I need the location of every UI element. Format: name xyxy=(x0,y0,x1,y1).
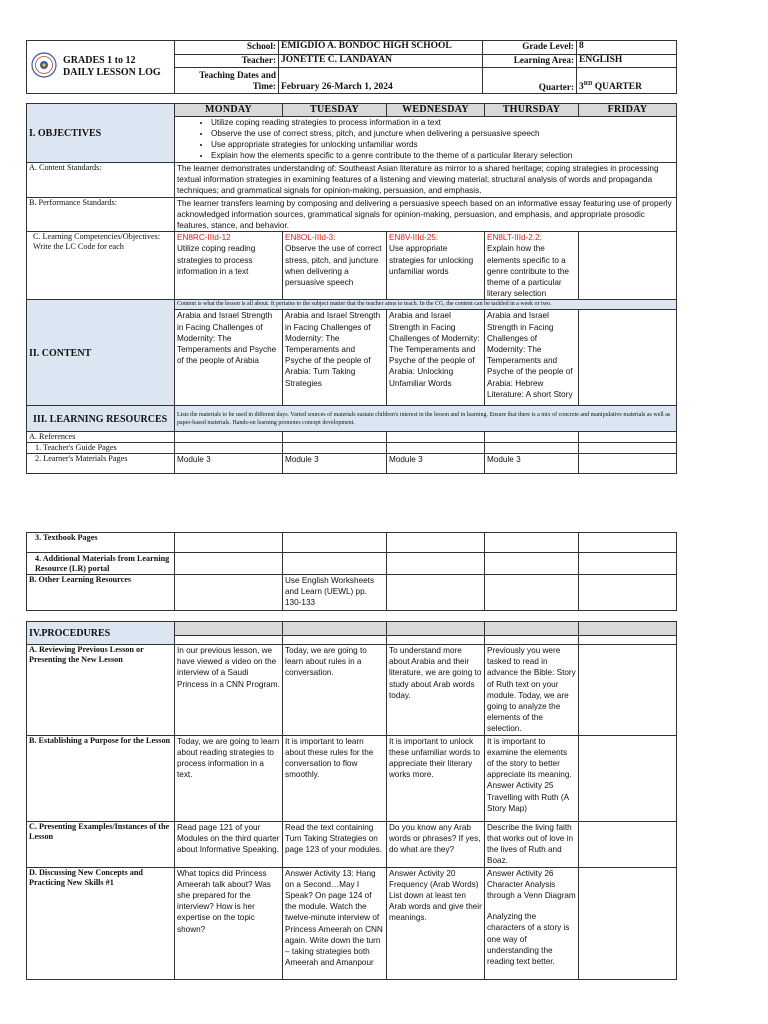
content-wednesday: Arabia and Israel Strength in Facing Challenges of Modernity: The Temperaments and Psyche of the people of Arabia: Unlocking Unfamiliar Words xyxy=(387,310,485,406)
lm-pages-label: 2. Learner's Materials Pages xyxy=(27,454,175,474)
empty-cell xyxy=(387,533,485,553)
header-blank xyxy=(485,622,579,636)
empty-cell xyxy=(579,575,677,611)
objective-item: • Utilize coping reading strategies to process information in a text xyxy=(211,117,674,128)
empty-cell xyxy=(579,645,677,736)
empty-cell xyxy=(175,443,283,454)
lc-code: EN8OL-IIId-3: xyxy=(285,233,336,243)
header-blank xyxy=(283,622,387,636)
empty-cell xyxy=(485,553,579,575)
empty-cell xyxy=(485,533,579,553)
objectives-list xyxy=(177,117,674,161)
procedure-a-tuesday: Today, we are going to learn about rules in a conversation. xyxy=(283,645,387,736)
procedure-a-wednesday: To understand more about Arabia and their literature, we are going to study about Arab words today. xyxy=(387,645,485,736)
empty-cell xyxy=(579,821,677,867)
day-thursday: THURSDAY xyxy=(485,104,579,117)
competency-monday xyxy=(175,232,283,300)
procedures-table xyxy=(26,621,677,980)
teacher-value: JONETTE C. LANDAYAN xyxy=(279,55,483,68)
procedures-label: IV.PROCEDURES xyxy=(29,627,111,639)
header-blank xyxy=(387,622,485,636)
resources-note: Lists the materials to be used in different days. Varied sources of materials sustain children's interest in the lesson and in learning. Ensure that there is a mix of concrete and manipulative materials as well as paper-based materials. Hands-on learning promotes concept development. xyxy=(175,406,677,432)
empty-cell xyxy=(579,735,677,821)
empty-cell xyxy=(283,533,387,553)
procedure-d-wednesday: Answer Activity 20 Frequency (Arab Words) List down at least ten Arab words and give their meanings. xyxy=(387,867,485,979)
content-heading xyxy=(27,300,175,406)
school-value: EMIGDIO A. BONDOC HIGH SCHOOL xyxy=(279,41,483,55)
objective-item: • Use appropriate strategies for unlocking unfamiliar words xyxy=(211,139,674,150)
empty-cell xyxy=(283,443,387,454)
content-standards-label: A. Content Standards: xyxy=(27,163,175,198)
empty-cell xyxy=(387,553,485,575)
resources-heading xyxy=(27,406,175,432)
empty-cell xyxy=(485,443,579,454)
lc-text: Use appropriate strategies for unlocking unfamiliar words xyxy=(389,244,474,276)
procedure-d-thursday-p2: Analyzing the characters of a story is one way of understanding the reading text better. xyxy=(487,912,570,967)
school-label: School: xyxy=(175,41,279,55)
performance-standards-label: B. Performance Standards: xyxy=(27,197,175,232)
objectives-heading xyxy=(27,104,175,163)
content-monday: Arabia and Israel Strength in Facing Challenges of Modernity: The Temperaments and Psyche of the people of Arabia xyxy=(175,310,283,406)
textbook-label: 3. Textbook Pages xyxy=(27,533,175,553)
procedure-a-monday: In our previous lesson, we have viewed a video on the interview of a Saudi Princess in a CNN Program. xyxy=(175,645,283,736)
lesson-table-page1 xyxy=(26,103,677,474)
empty-cell xyxy=(485,575,579,611)
lc-code: EN8LT-IIId-2.2: xyxy=(487,233,542,243)
teacher-label: Teacher: xyxy=(175,55,279,68)
procedure-c-monday: Read page 121 of your Modules on the third quarter about Informative Speaking. xyxy=(175,821,283,867)
title-cell xyxy=(27,41,175,94)
lm-wednesday: Module 3 xyxy=(387,454,485,474)
procedure-a-thursday: Previously you were tasked to read in advance the Bible: Story of Ruth text on your module. Today, we are going to analyze the elements of the selection. xyxy=(485,645,579,736)
empty-cell xyxy=(579,533,677,553)
procedure-c-tuesday: Read the text containing Turn Taking Strategies on page 123 of your modules. xyxy=(283,821,387,867)
objective-item: • Explain how the elements specific to a genre contribute to the theme of a particular literary selection xyxy=(211,150,674,161)
procedure-d-label: D. Discussing New Concepts and Practicing New Skills #1 xyxy=(27,867,175,979)
competency-tuesday xyxy=(283,232,387,300)
deped-seal-icon xyxy=(31,52,57,83)
day-tuesday: TUESDAY xyxy=(283,104,387,117)
empty-cell xyxy=(387,636,485,645)
quarter-suffix: RD xyxy=(583,80,593,87)
quarter-value xyxy=(577,68,677,94)
area-value: ENGLISH xyxy=(577,55,677,68)
other-resources-label: B. Other Learning Resources xyxy=(27,575,175,611)
procedure-b-monday: Today, we are going to learn about reading strategies to process information in a text. xyxy=(175,735,283,821)
empty-cell xyxy=(175,533,283,553)
empty-cell xyxy=(387,443,485,454)
references-label: A. References xyxy=(27,432,175,443)
procedure-c-thursday: Describe the living faith that works out of love in the lives of Ruth and Boaz. xyxy=(485,821,579,867)
quarter-label: Quarter: xyxy=(483,68,577,94)
objective-item: • Observe the use of correct stress, pitch, and juncture when delivering a persuasive speech xyxy=(211,128,674,139)
day-monday: MONDAY xyxy=(175,104,283,117)
lm-tuesday: Module 3 xyxy=(283,454,387,474)
empty-cell xyxy=(387,575,485,611)
empty-cell xyxy=(387,432,485,443)
competency-thursday xyxy=(485,232,579,300)
empty-cell xyxy=(579,553,677,575)
lm-thursday: Module 3 xyxy=(485,454,579,474)
header-table xyxy=(26,40,677,94)
procedure-a-label: A. Reviewing Previous Lesson or Presenting the New Lesson xyxy=(27,645,175,736)
procedure-b-label: B. Establishing a Purpose for the Lesson xyxy=(27,735,175,821)
procedure-d-tuesday: Answer Activity 13: Hang on a Second…May I Speak? On page 124 of the module. Watch the twelve-minute interview of Princess Ameerah on CNN again. Write down the turn – taking strategies both Ameerah and Amanpour xyxy=(283,867,387,979)
objectives-list-cell xyxy=(175,117,677,163)
empty-cell xyxy=(579,636,677,645)
empty-cell xyxy=(485,636,579,645)
empty-cell xyxy=(283,432,387,443)
procedure-c-wednesday: Do you know any Arab words or phrases? If yes, do what are they? xyxy=(387,821,485,867)
empty-cell xyxy=(175,575,283,611)
competency-wednesday xyxy=(387,232,485,300)
grade-label: Grade Level: xyxy=(483,41,577,55)
form-title-line2: DAILY LESSON LOG xyxy=(63,67,161,78)
procedure-b-tuesday: It is important to learn about these rules for the conversation to flow smoothly. xyxy=(283,735,387,821)
empty-cell xyxy=(485,432,579,443)
content-note: Content is what the lesson is all about. It pertains to the subject matter that the teacher aims to teach. In the CG, the content can be tackled in a week or two. xyxy=(175,300,677,310)
empty-cell xyxy=(175,432,283,443)
empty-cell xyxy=(283,553,387,575)
empty-cell xyxy=(175,636,283,645)
content-label: II. CONTENT xyxy=(29,347,92,359)
empty-cell xyxy=(579,454,677,474)
resources-table-page2 xyxy=(26,532,677,611)
quarter-number: 3 xyxy=(579,82,584,92)
form-title-line1: GRADES 1 to 12 xyxy=(63,55,136,66)
lc-text: Explain how the elements specific to a genre contribute to the theme of a particular literary selection xyxy=(487,244,569,299)
procedure-d-thursday xyxy=(485,867,579,979)
area-label: Learning Area: xyxy=(483,55,577,68)
procedure-b-thursday: It is important to examine the elements of the story to better appreciate its meaning. Answer Activity 25 Travelling with Ruth (A Story Map) xyxy=(485,735,579,821)
procedure-b-wednesday: It is important to unlock these unfamiliar words to appreciate their literary works more. xyxy=(387,735,485,821)
header-blank xyxy=(175,622,283,636)
empty-cell xyxy=(579,443,677,454)
lc-text: Utilize coping reading strategies to process information in a text xyxy=(177,244,256,276)
performance-standards-text: The learner transfers learning by composing and delivering a persuasive speech based on an informative essay featuring use of properly acknowledged information sources, grammatical signals for opinion-making, persuasion, and emphasis, and appropriate prosodic features, stance, and behavior. xyxy=(175,197,677,232)
content-thursday: Arabia and Israel Strength in Facing Challenges of Modernity: The Temperaments and Psyche of the people of Arabia: Hebrew Literature: A short Story xyxy=(485,310,579,406)
empty-cell xyxy=(579,867,677,979)
header-blank xyxy=(579,622,677,636)
competency-friday xyxy=(579,232,677,300)
empty-cell xyxy=(175,553,283,575)
quarter-word: QUARTER xyxy=(592,82,642,92)
lm-monday: Module 3 xyxy=(175,454,283,474)
resources-label: III. LEARNING RESOURCES xyxy=(33,413,168,425)
grade-value: 8 xyxy=(577,41,677,55)
competencies-label: C. Learning Competencies/Objectives: Write the LC Code for each xyxy=(27,232,175,300)
procedure-c-label: C. Presenting Examples/Instances of the Lesson xyxy=(27,821,175,867)
lc-code: EN8V-IIId-25: xyxy=(389,233,439,243)
tg-pages-label: 1. Teacher's Guide Pages xyxy=(27,443,175,454)
procedure-d-monday: What topics did Princess Ameerah talk about? Was she prepared for the interview? How is her expertise on the topic shown? xyxy=(175,867,283,979)
lc-code: EN8RC-IIId-12 xyxy=(177,233,231,243)
content-tuesday: Arabia and Israel Strength in Facing Challenges of Modernity: The Temperaments and Psyche of the people of Arabia: Turn Taking Strategies xyxy=(283,310,387,406)
procedures-heading xyxy=(27,622,175,645)
day-friday: FRIDAY xyxy=(579,104,677,117)
empty-cell xyxy=(579,432,677,443)
content-friday xyxy=(579,310,677,406)
dates-label: Teaching Dates and Time: xyxy=(175,68,279,94)
additional-materials-label: 4. Additional Materials from Learning Resource (LR) portal xyxy=(27,553,175,575)
dates-value: February 26-March 1, 2024 xyxy=(279,68,483,94)
lc-text: Observe the use of correct stress, pitch, and juncture when delivering a persuasive speech xyxy=(285,244,382,288)
other-resources-tuesday: Use English Worksheets and Learn (UEWL) pp. 130-133 xyxy=(283,575,387,611)
objectives-label: I. OBJECTIVES xyxy=(29,127,102,139)
empty-cell xyxy=(283,636,387,645)
procedure-d-thursday-p1: Answer Activity 26 Character Analysis through a Venn Diagram xyxy=(487,868,576,901)
content-standards-text: The learner demonstrates understanding of: Southeast Asian literature as mirror to a shared heritage; coping strategies in processing textual information strategies in examining features of a listening and viewing material; structural analysis of words and propaganda techniques; and grammatical signals for opinion-making, persuasion, and emphasis. xyxy=(175,163,677,198)
day-wednesday: WEDNESDAY xyxy=(387,104,485,117)
